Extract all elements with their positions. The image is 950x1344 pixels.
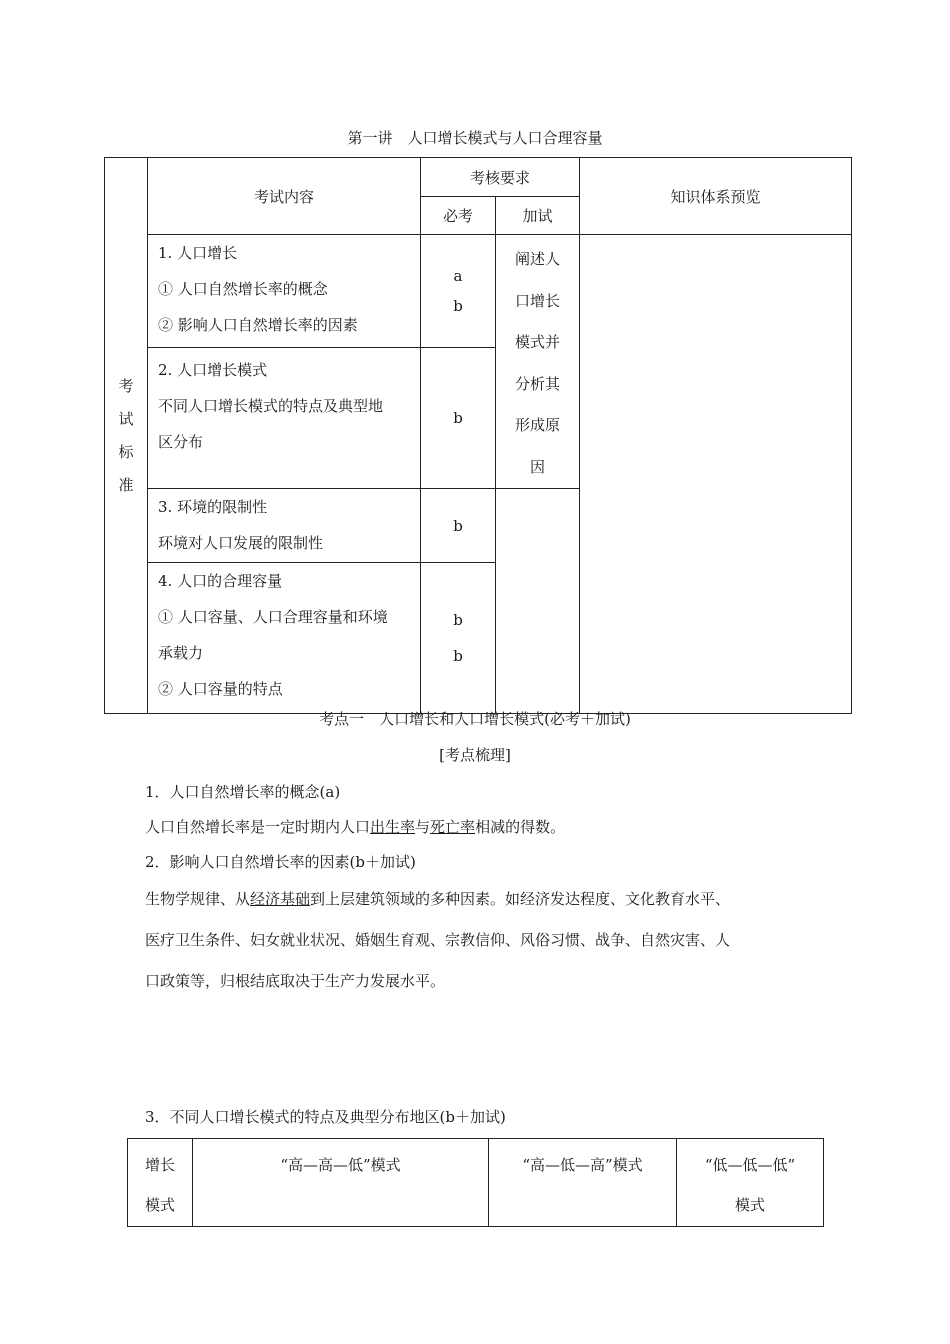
text-segment: 与 (415, 818, 431, 836)
content-line: 不同人口增长模式的特点及典型地 (158, 397, 384, 416)
header-preview: 知识体系预览 (580, 158, 852, 235)
jiashi-line: 分析其 (514, 374, 560, 393)
jiashi-line: 因 (529, 457, 545, 476)
item2-line-1 (145, 888, 825, 909)
content-row-4 (148, 563, 421, 714)
text-segment: 相减的得数。 (475, 818, 566, 836)
content-line: 区分布 (158, 433, 204, 452)
content-line: 承载力 (158, 644, 204, 662)
side-label-char: 标 (118, 442, 134, 461)
content-line: 4. 人口的合理容量 (158, 572, 283, 590)
side-label-char: 考 (118, 376, 134, 395)
underlined-term: 死亡率 (430, 818, 476, 836)
content-line: 3. 环境的限制性 (158, 498, 268, 516)
mode-col-header (128, 1139, 193, 1227)
jiashi-line: 口增长 (514, 291, 560, 310)
jiashi-empty-cell (496, 489, 580, 714)
underlined-term: 经济基础 (250, 890, 311, 908)
side-label-char: 准 (118, 475, 134, 494)
text-segment: 到上层建筑领域的多种因素。如经济发达程度、文化教育水平、 (310, 890, 731, 908)
mode-high-low-high: “高—低—高”模式 (489, 1139, 677, 1227)
header-requirement: 考核要求 (421, 158, 580, 197)
header-jiashi: 加试 (496, 197, 580, 235)
jiashi-line: 模式并 (514, 333, 560, 351)
item1-text (145, 816, 825, 837)
jiashi-cell (496, 235, 580, 489)
content-line: ② 影响人口自然增长率的因素 (158, 316, 358, 334)
content-row-3 (148, 489, 421, 563)
mode-header-line: 增长 (144, 1156, 175, 1174)
header-bikao: 必考 (421, 197, 496, 235)
preview-cell (580, 235, 852, 714)
bikao-row-1 (421, 235, 496, 348)
section-heading: 考点一 人口增长和人口增长模式(必考＋加试) (319, 710, 631, 728)
mode-header-line: 模式 (144, 1196, 175, 1214)
content-row-2 (148, 348, 421, 489)
bikao-value: a (453, 267, 463, 286)
header-content: 考试内容 (148, 158, 421, 235)
text-segment: 生物学规律、从 (145, 890, 251, 908)
mode-line: 模式 (734, 1196, 765, 1214)
bikao-value: b (453, 297, 463, 316)
item1-title: 1．人口自然增长率的概念(a) (145, 783, 341, 801)
content-line: ① 人口容量、人口合理容量和环境 (158, 608, 388, 626)
content-row-1 (148, 235, 421, 348)
section-subheading: [考点梳理] (439, 746, 511, 764)
content-line: ① 人口自然增长率的概念 (158, 280, 328, 298)
mode-line: “低—低—低” (704, 1156, 796, 1174)
mode-high-high-low: “高—高—低”模式 (193, 1139, 489, 1227)
item2-line-3: 口政策等，归根结底取决于生产力发展水平。 (145, 972, 446, 990)
text-segment: 人口自然增长率是一定时期内人口 (145, 818, 371, 836)
content-line: 环境对人口发展的限制性 (158, 534, 324, 552)
side-label-cell (105, 158, 148, 714)
content-line: 2. 人口增长模式 (158, 361, 268, 380)
bikao-value: b (453, 647, 463, 665)
bikao-row-4 (421, 563, 496, 714)
jiashi-line: 阐述人 (514, 250, 560, 268)
underlined-term: 出生率 (370, 818, 416, 836)
page-title: 第一讲 人口增长模式与人口合理容量 (347, 129, 603, 147)
side-label-char: 试 (118, 409, 134, 428)
mode-low-low-low (677, 1139, 824, 1227)
content-line: ② 人口容量的特点 (158, 680, 283, 698)
bikao-value: b (453, 611, 463, 629)
item2-title: 2．影响人口自然增长率的因素(b＋加试) (145, 853, 416, 871)
jiashi-line: 形成原 (514, 416, 560, 434)
bikao-row-3: b (421, 489, 496, 563)
growth-mode-table (127, 1138, 824, 1227)
item3-title: 3．不同人口增长模式的特点及典型分布地区(b＋加试) (145, 1108, 506, 1126)
content-line: 1. 人口增长 (158, 244, 238, 262)
exam-standards-table (104, 157, 852, 714)
item2-line-2: 医疗卫生条件、妇女就业状况、婚姻生育观、宗教信仰、风俗习惯、战争、自然灾害、人 (145, 931, 731, 949)
bikao-row-2: b (421, 348, 496, 489)
